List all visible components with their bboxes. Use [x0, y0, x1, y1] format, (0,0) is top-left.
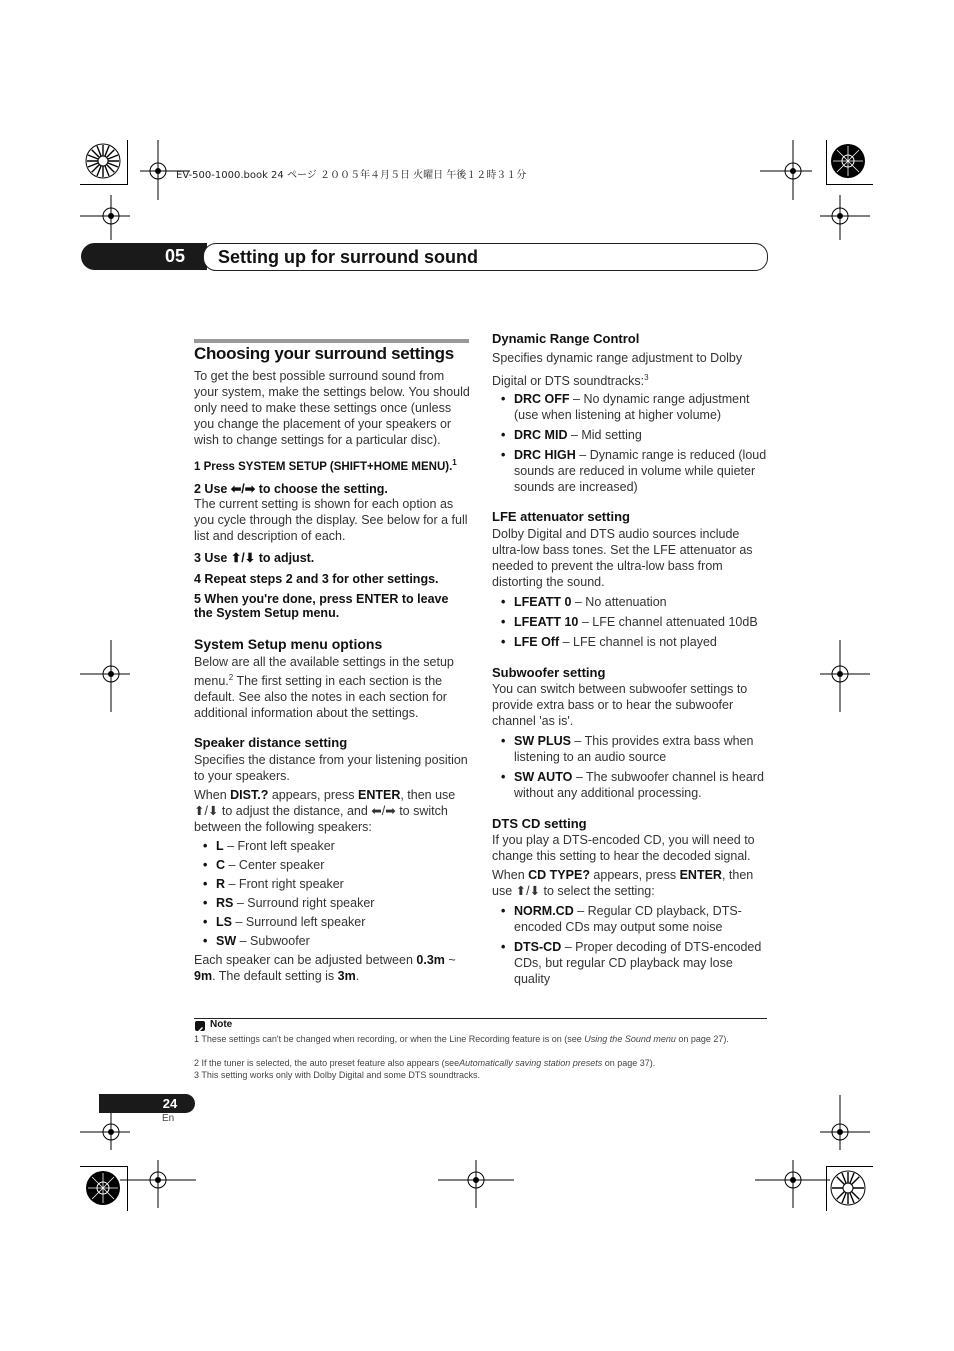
chapter-number: 05: [164, 246, 186, 266]
step-5: 5 When you're done, press ENTER to leave the System Setup menu.: [194, 591, 449, 620]
right-column: [492, 331, 768, 987]
step-4: 4 Repeat steps 2 and 3 for other settings.: [194, 571, 439, 586]
footnote-3: 3 This setting works only with Dolby Digital and some DTS soundtracks.: [194, 1070, 480, 1080]
list-item: • NORM.CD – Regular CD playback, DTS-encoded CDs may output some noise: [492, 903, 768, 935]
section-rule: [194, 339, 469, 343]
list-item: • R – Front right speaker: [194, 876, 470, 892]
registration-starburst-icon: [85, 143, 121, 179]
chapter-title: Setting up for surround sound: [218, 247, 478, 267]
page-language: En: [162, 1113, 175, 1124]
list-item: • LFE Off – LFE channel is not played: [492, 634, 768, 650]
notes-rule: [194, 1018, 767, 1019]
list-item: • LS – Surround left speaker: [194, 914, 470, 930]
list-item: • C – Center speaker: [194, 857, 470, 873]
dts-description: If you play a DTS-encoded CD, you will need to change this setting to hear the decoded signal.: [492, 833, 755, 864]
section-title: Choosing your surround settings: [194, 344, 454, 363]
registration-starburst-icon: [830, 143, 866, 179]
dts-instructions: When CD TYPE? appears, press ENTER, then use ⬆/⬇ to select the setting:: [492, 868, 754, 899]
print-header: EV-500-1000.book 24 ページ ２００５年４月５日 火曜日 午後１２時３１分: [176, 170, 527, 181]
subwoofer-description: You can switch between subwoofer settings to provide extra bass or to hear the subwoofer channel 'as is'.: [492, 682, 748, 729]
lfe-title: LFE attenuator setting: [492, 509, 630, 525]
dts-list: [492, 903, 768, 987]
distance-range-text: Each speaker can be adjusted between 0.3m ~ 9m. The default setting is 3m.: [194, 952, 456, 983]
list-item: • SW – Subwoofer: [194, 933, 470, 949]
list-item: • SW PLUS – This provides extra bass when listening to an audio source: [492, 733, 768, 765]
page-number: 24: [162, 1096, 178, 1111]
speaker-distance-instructions: When DIST.? appears, press ENTER, then use ⬆/⬇ to adjust the distance, and ⬅/➡ to switch between the following speakers:: [194, 787, 456, 834]
drc-list: [492, 391, 768, 495]
step-2: 2 Use ⬅/➡ to choose the setting.: [194, 481, 388, 496]
registration-starburst-icon: [830, 1170, 866, 1206]
list-item: • DRC HIGH – Dynamic range is reduced (loud sounds are reduced in volume while quieter sounds are increased): [492, 447, 768, 495]
speaker-distance-title: Speaker distance setting: [194, 734, 348, 750]
subwoofer-list: [492, 733, 768, 801]
speaker-list: [194, 838, 470, 949]
dts-title: DTS CD setting: [492, 816, 587, 832]
subwoofer-title: Subwoofer setting: [492, 665, 606, 681]
list-item: • LFEATT 10 – LFE channel attenuated 10dB: [492, 614, 768, 630]
registration-starburst-icon: [85, 1170, 121, 1206]
intro-paragraph: To get the best possible surround sound from your system, make the settings below. You should only need to make these settings once (unless you change the placement of your speakers or wish to change settings for a particular disc).: [194, 369, 470, 447]
drc-title: Dynamic Range Control: [492, 331, 640, 346]
menu-options-title: System Setup menu options: [194, 635, 383, 652]
footnote-2: 2 If the tuner is selected, the auto preset feature also appears (seeAutomatically saving station presets on page 37).: [194, 1058, 656, 1068]
step-1: 1 Press SYSTEM SETUP (SHIFT+HOME MENU).$^1$: [194, 458, 457, 473]
list-item: • RS – Surround right speaker: [194, 895, 470, 911]
note-label: Note: [210, 1019, 233, 1030]
list-item: • SW AUTO – The subwoofer channel is heard without any additional processing.: [492, 769, 768, 801]
step-2-description: The current setting is shown for each option as you cycle through the display. See below for a full list and description of each.: [194, 496, 468, 543]
list-item: • LFEATT 0 – No attenuation: [492, 594, 768, 610]
left-column: [194, 344, 470, 984]
note-icon: [195, 1021, 205, 1031]
drc-description: Specifies dynamic range adjustment to Dolby Digital or DTS soundtracks:$^3$: [492, 351, 743, 389]
menu-options-description: Below are all the available settings in the setup menu.$^2$ The first setting in each section is the default. See also the notes in each section for additional information about the settings.: [194, 654, 454, 720]
chapter-title-box: [203, 243, 768, 271]
lfe-description: Dolby Digital and DTS audio sources include ultra-low bass tones. Set the LFE attenuator as needed to prevent the ultra-low bass from distorting the sound.: [492, 527, 753, 590]
step-3: 3 Use ⬆/⬇ to adjust.: [194, 550, 315, 565]
list-item: • L – Front left speaker: [194, 838, 470, 854]
list-item: • DRC MID – Mid setting: [492, 427, 768, 443]
footnote-1: 1 These settings can't be changed when recording, or when the Line Recording feature is on (see Using the Sound menu on page 27).: [194, 1034, 729, 1044]
speaker-distance-description: Specifies the distance from your listening position to your speakers.: [194, 752, 468, 783]
list-item: • DRC OFF – No dynamic range adjustment (use when listening at higher volume): [492, 391, 768, 423]
lfe-list: [492, 594, 768, 650]
list-item: • DTS-CD – Proper decoding of DTS-encoded CDs, but regular CD playback may lose quality: [492, 939, 768, 987]
